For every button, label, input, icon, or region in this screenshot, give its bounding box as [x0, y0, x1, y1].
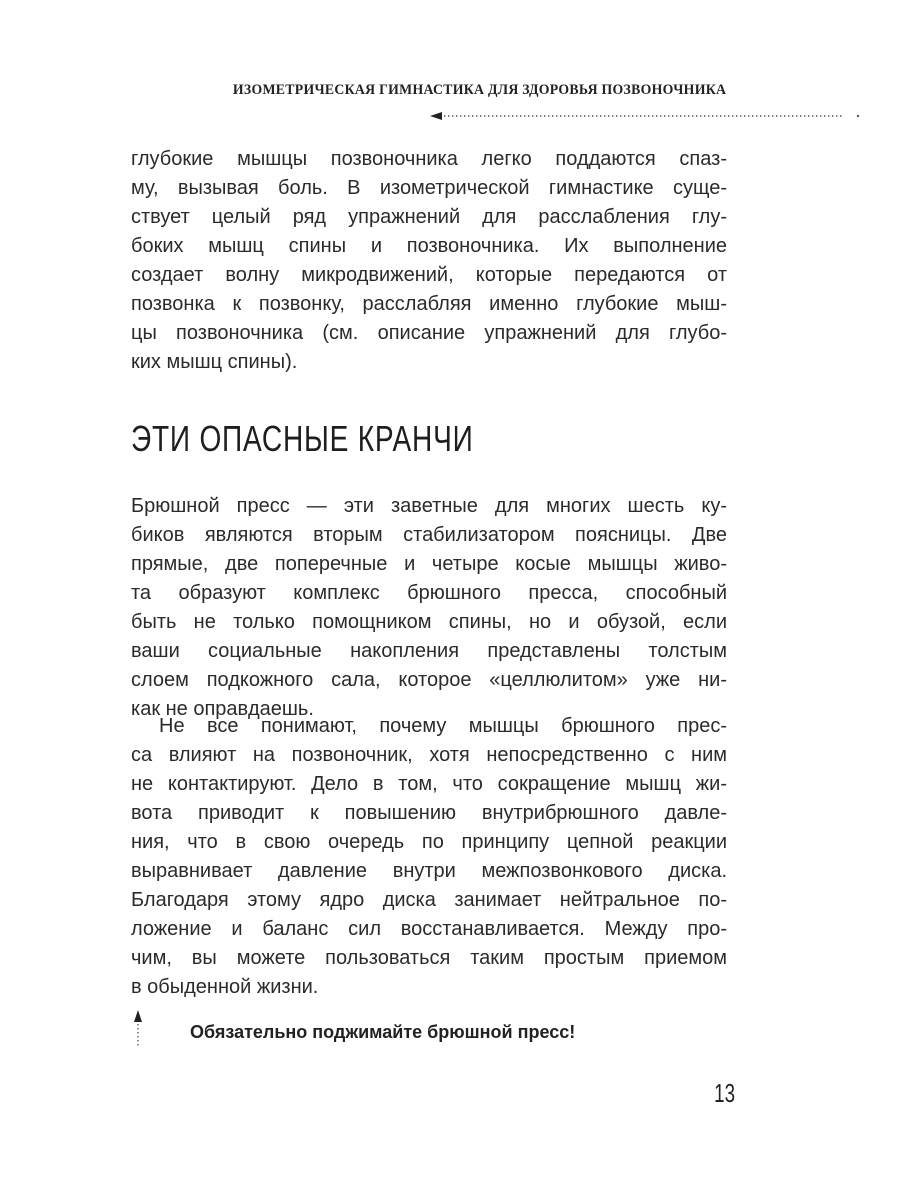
section-heading: ЭТИ ОПАСНЫЕ КРАНЧИ: [131, 418, 474, 459]
text-line: прямые, две поперечные и четыре косые мышцы живо-: [131, 553, 727, 575]
running-header: ИЗОМЕТРИЧЕСКАЯ ГИМНАСТИКА ДЛЯ ЗДОРОВЬЯ ПОЗВОНОЧНИКА: [232, 82, 726, 98]
text-line: вота приводит к повышению внутрибрюшного давле-: [131, 802, 727, 824]
text-line: слоем подкожного сала, которое «целлюлитом» уже ни-: [131, 669, 727, 691]
text-line: выравнивает давление внутри межпозвонкового диска.: [131, 860, 727, 882]
text-line: ваши социальные накопления представлены толстым: [131, 640, 727, 662]
text-line: Не все понимают, почему мышцы брюшного прес-: [159, 715, 727, 737]
page-number: 13: [714, 1078, 735, 1108]
tip-callout: Обязательно поджимайте брюшной пресс!: [190, 1022, 576, 1042]
text-line: ких мышц спины).: [131, 351, 298, 373]
text-line: са влияют на позвоночник, хотя непосредственно с ним: [131, 744, 727, 766]
text-line: му, вызывая боль. В изометрической гимнастике суще-: [131, 177, 727, 199]
text-line: как не оправдаешь.: [131, 698, 314, 720]
text-line: в обыденной жизни.: [131, 976, 319, 998]
text-line: не контактируют. Дело в том, что сокращение мышц жи-: [131, 773, 727, 795]
text-line: ния, что в свою очередь по принципу цепной реакции: [131, 831, 727, 853]
text-line: создает волну микродвижений, которые передаются от: [131, 264, 727, 286]
left-arrow-dotted-rule-icon: [430, 111, 860, 121]
text-line: быть не только помощником спины, но и обузой, если: [131, 611, 727, 633]
text-line: цы позвоночника (см. описание упражнений для глубо-: [131, 322, 727, 344]
text-line: биков являются вторым стабилизатором поясницы. Две: [131, 524, 727, 546]
text-line: глубокие мышцы позвоночника легко поддаются спаз-: [131, 148, 727, 170]
paragraph-abdominal-press: [131, 492, 727, 724]
text-line: чим, вы можете пользоваться таким простым приемом: [131, 947, 727, 969]
paragraph-pressure: [131, 712, 727, 1002]
text-line: та образуют комплекс брюшного пресса, способный: [131, 582, 727, 604]
text-line: Брюшной пресс — эти заветные для многих шесть ку-: [131, 495, 727, 517]
text-line: ствует целый ряд упражнений для расслабления глу-: [131, 206, 727, 228]
text-line: ложение и баланс сил восстанавливается. Между про-: [131, 918, 727, 940]
paragraph-deep-muscles: [131, 145, 727, 377]
up-arrow-dotted-marker-icon: [131, 1010, 145, 1050]
text-line: позвонка к позвонку, расслабляя именно глубокие мыш-: [131, 293, 727, 315]
text-line: боких мышц спины и позвоночника. Их выполнение: [131, 235, 727, 257]
text-line: Благодаря этому ядро диска занимает нейтральное по-: [131, 889, 727, 911]
